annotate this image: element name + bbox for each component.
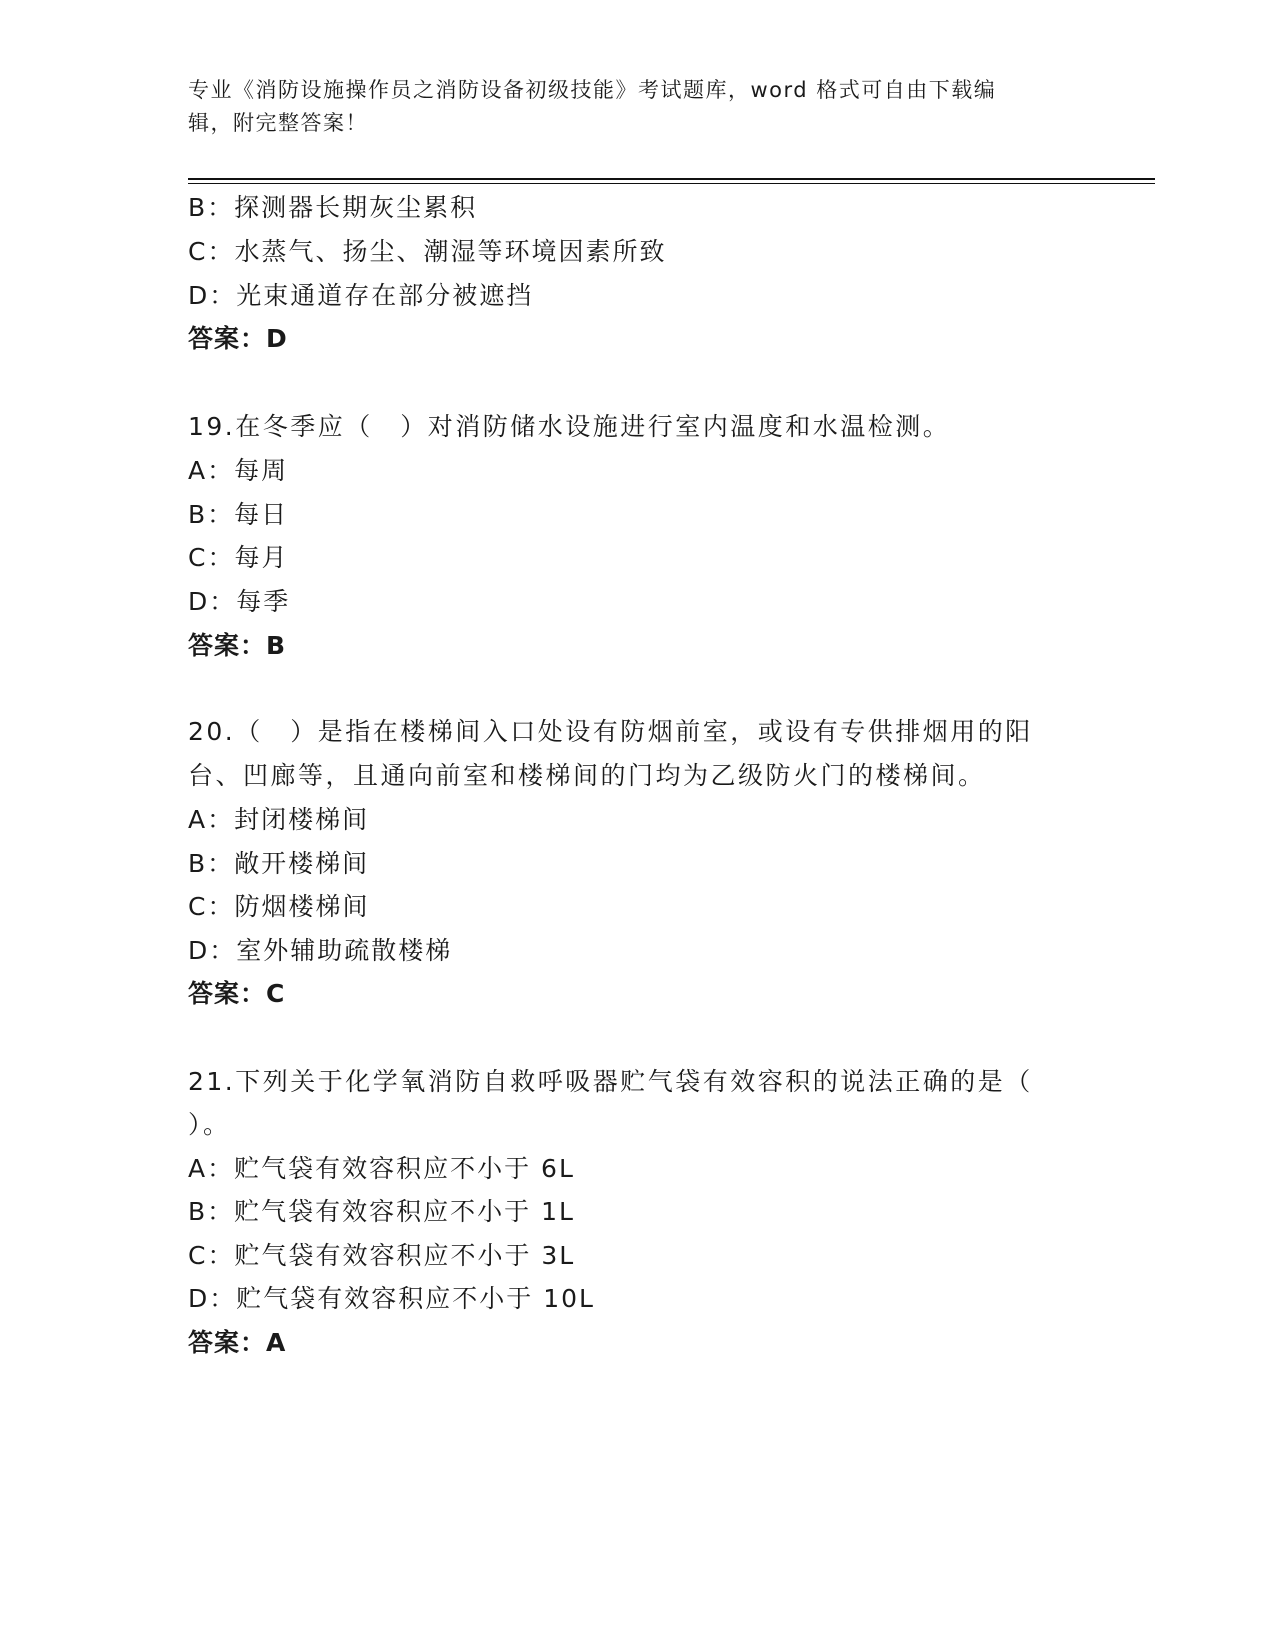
q18-option-c: C：水蒸气、扬尘、潮湿等环境因素所致 [188,237,667,266]
header-line-1: 专业《消防设施操作员之消防设备初级技能》考试题库，word 格式可自由下载编 [188,78,997,102]
document-header [188,74,1068,140]
q20-option-d: D：室外辅助疏散楼梯 [188,936,453,965]
q18-option-b: B：探测器长期灰尘累积 [188,193,478,222]
q21-question-line-2: ）。 [188,1110,231,1139]
q19-question: 19.在冬季应（ ）对消防储水设施进行室内温度和水温检测。 [188,412,951,441]
q21-answer: 答案：A [188,1328,287,1357]
header-divider [188,178,1155,184]
q18-option-d: D：光束通道存在部分被遮挡 [188,281,534,310]
q18-answer: 答案：D [188,324,288,353]
q19-answer: 答案：B [188,631,287,660]
q21-option-a: A：贮气袋有效容积应不小于 6L [188,1154,575,1183]
q21-option-c: C：贮气袋有效容积应不小于 3L [188,1241,576,1270]
q19-option-c: C：每月 [188,543,289,572]
q19-option-d: D：每季 [188,587,291,616]
q19-option-b: B：每日 [188,500,289,529]
q21-question-line-1: 21.下列关于化学氧消防自救呼吸器贮气袋有效容积的说法正确的是（ [188,1067,1033,1096]
q19-option-a: A：每周 [188,456,289,485]
q20-option-a: A：封闭楼梯间 [188,805,370,834]
q21-option-b: B：贮气袋有效容积应不小于 1L [188,1197,575,1226]
q21-option-d: D：贮气袋有效容积应不小于 10L [188,1284,595,1313]
q20-option-b: B：敞开楼梯间 [188,849,370,878]
q20-option-c: C：防烟楼梯间 [188,892,370,921]
header-line-2: 辑，附完整答案！ [188,111,368,135]
q20-question-line-2: 台、凹廊等，且通向前室和楼梯间的门均为乙级防火门的楼梯间。 [188,761,986,790]
q20-answer: 答案：C [188,979,286,1008]
q20-question-line-1: 20.（ ）是指在楼梯间入口处设有防烟前室，或设有专供排烟用的阳 [188,717,1033,746]
